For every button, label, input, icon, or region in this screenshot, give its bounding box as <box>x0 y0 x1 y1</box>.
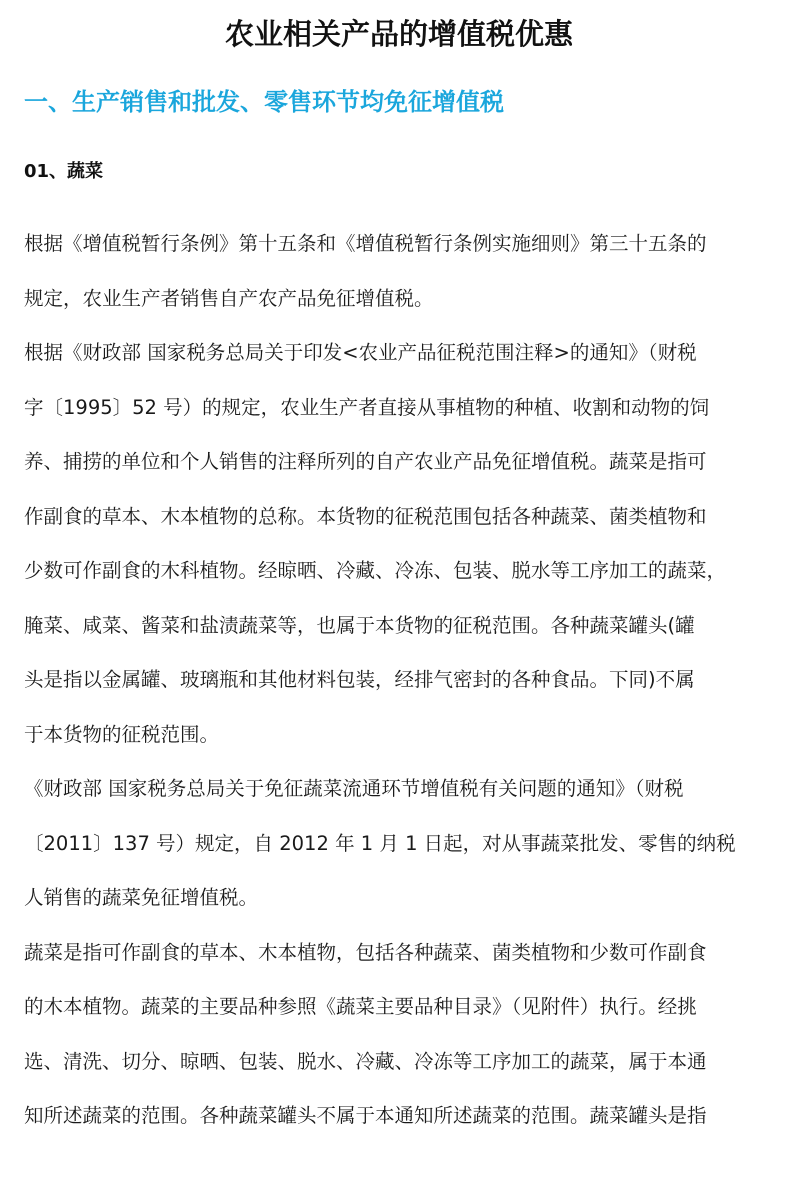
text-line: 字〔1995〕52 号）的规定，农业生产者直接从事植物的种植、收割和动物的饲 <box>24 395 710 419</box>
text-line: 规定，农业生产者销售自产农产品免征增值税。 <box>24 286 434 310</box>
text-line: 人销售的蔬菜免征增值税。 <box>24 886 259 909</box>
text-line: 根据《财政部 国家税务总局关于印发<农业产品征税范围注释>的通知》（财税 <box>24 341 697 364</box>
text-line: 根据《增值税暂行条例》第十五条和《增值税暂行条例实施细则》第三十五条的 <box>24 232 707 255</box>
text-line: 〔2011〕137 号）规定，自 2012 年 1 月 1 日起，对从事蔬菜批发、零售的纳税 <box>24 831 736 855</box>
text-line: 蔬菜是指可作副食的草本、木本植物，包括各种蔬菜、菌类植物和少数可作副食 <box>24 940 707 964</box>
text-line: 腌菜、咸菜、酱菜和盐渍蔬菜等，也属于本货物的征税范围。各种蔬菜罐头(罐 <box>24 613 695 637</box>
text-line: 作副食的草本、木本植物的总称。本货物的征税范围包括各种蔬菜、菌类植物和 <box>24 504 707 528</box>
subheading-vegetables: 01、蔬菜 <box>24 161 104 182</box>
text-line: 选、清洗、切分、晾晒、包装、脱水、冷藏、冷冻等工序加工的蔬菜，属于本通 <box>24 1049 707 1073</box>
text-line: 于本货物的征税范围。 <box>24 722 220 746</box>
text-line: 知所述蔬菜的范围。各种蔬菜罐头不属于本通知所述蔬菜的范围。蔬菜罐头是指 <box>24 1104 707 1127</box>
text-line: 的木本植物。蔬菜的主要品种参照《蔬菜主要品种目录》（见附件）执行。经挑 <box>24 995 697 1018</box>
section-heading: 一、生产销售和批发、零售环节均免征增值税 <box>24 88 504 116</box>
text-line: 养、捕捞的单位和个人销售的注释所列的自产农业产品免征增值税。蔬菜是指可 <box>24 450 707 473</box>
document-title: 农业相关产品的增值税优惠 <box>224 17 573 51</box>
text-line: 头是指以金属罐、玻璃瓶和其他材料包装，经排气密封的各种食品。下同)不属 <box>24 668 695 691</box>
text-line: 《财政部 国家税务总局关于免征蔬菜流通环节增值税有关问题的通知》（财税 <box>24 777 684 800</box>
text-line: 少数可作副食的木科植物。经晾晒、冷藏、冷冻、包装、脱水等工序加工的蔬菜， <box>24 559 727 582</box>
body-text <box>24 222 784 1149</box>
